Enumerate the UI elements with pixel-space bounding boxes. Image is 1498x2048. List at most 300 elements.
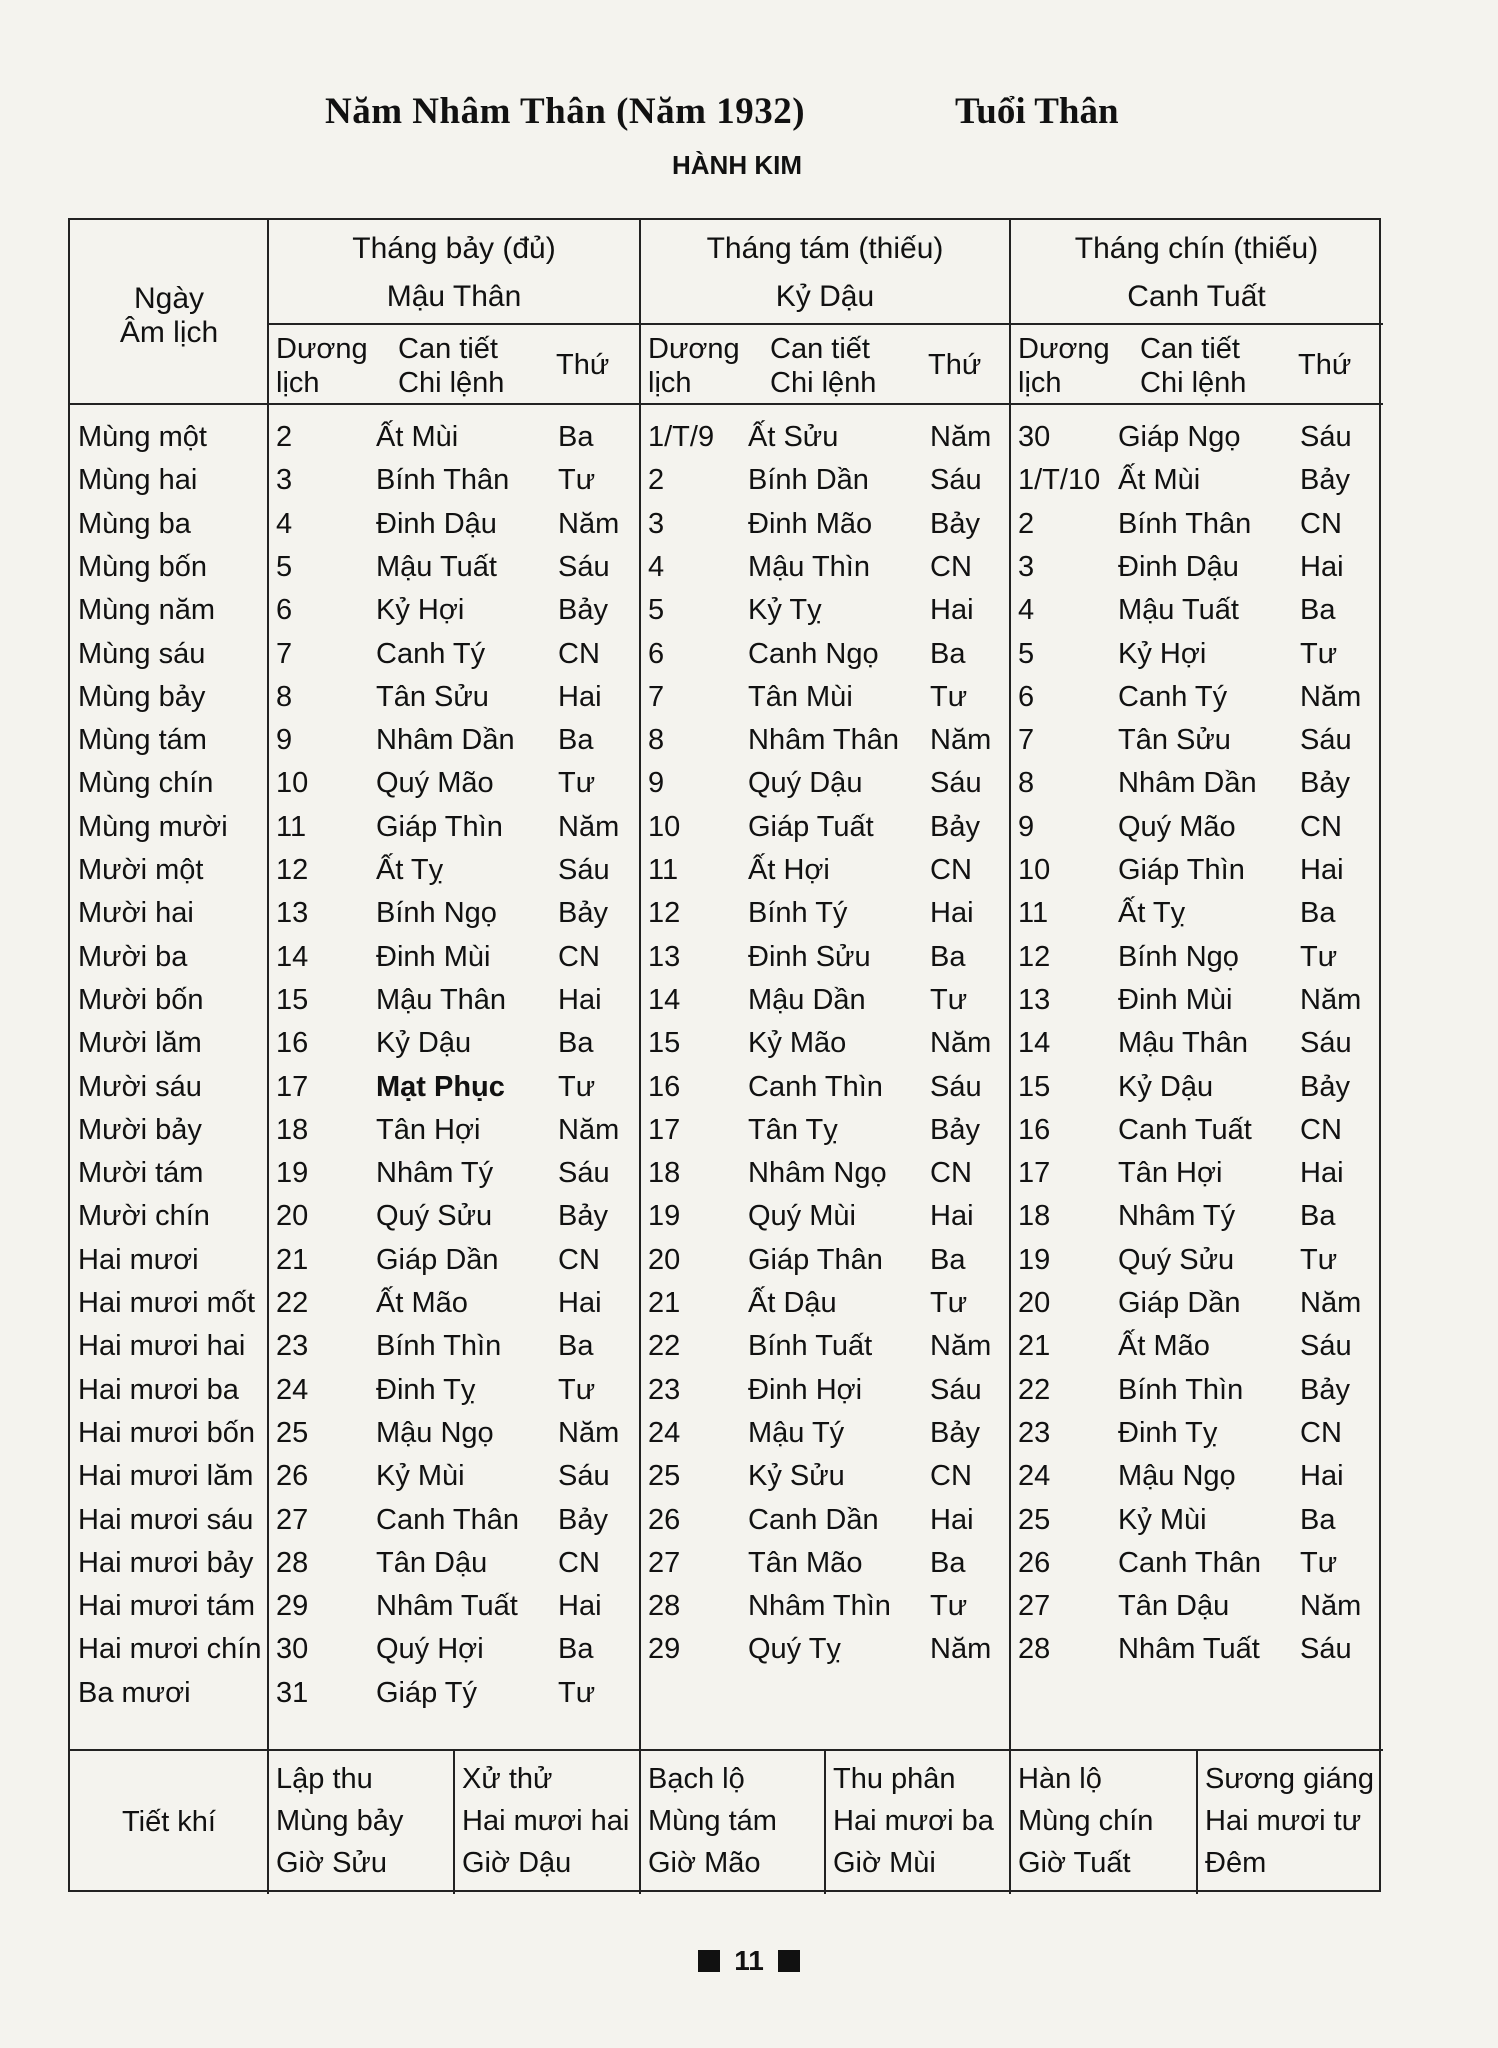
can-chi-cell: Mậu Thân <box>1118 1027 1249 1060</box>
can-chi-cell: Ất Dậu <box>748 1287 837 1319</box>
thu-cell: Bảy <box>1300 464 1350 497</box>
thu-cell: CN <box>930 854 972 886</box>
duong-lich-cell: 28 <box>1018 1633 1051 1666</box>
duong-lich-cell: 24 <box>1018 1460 1051 1493</box>
thu-cell: Tư <box>1300 637 1338 670</box>
can-chi-cell: Bính Thân <box>376 464 510 497</box>
can-chi-cell: Tân Tỵ <box>748 1113 838 1146</box>
thu-cell: Năm <box>930 1027 992 1060</box>
thu-cell: Ba <box>558 421 594 453</box>
lunar-day: Mười sáu <box>78 1070 202 1103</box>
thu-cell: Năm <box>930 1633 992 1666</box>
can-chi-cell: Bính Ngọ <box>1118 940 1239 973</box>
can-chi-cell: Nhâm Ngọ <box>748 1157 887 1190</box>
thu-cell: Hai <box>930 1503 974 1536</box>
thu-cell: Hai <box>1300 1460 1344 1493</box>
duong-lich-cell: 19 <box>648 1200 681 1233</box>
thu-cell: Năm <box>558 1113 620 1146</box>
thu-cell: Sáu <box>930 464 982 497</box>
calendar-table <box>68 218 1381 1892</box>
duong-lich-cell: 20 <box>1018 1287 1051 1319</box>
thu-cell: Hai <box>558 680 602 713</box>
duong-lich-cell: 23 <box>1018 1416 1051 1449</box>
thu-cell: Tư <box>558 1676 596 1709</box>
duong-lich-cell: 19 <box>276 1157 309 1190</box>
tiet-khi-cell: Mùng bảy <box>276 1805 404 1837</box>
can-chi-cell: Kỷ Hợi <box>1118 637 1207 670</box>
duong-lich-cell: 29 <box>648 1633 681 1666</box>
tiet-khi-cell: Giờ Tuất <box>1018 1847 1131 1879</box>
sub-header-thu: Thứ <box>556 349 610 381</box>
lunar-day: Mười lăm <box>78 1027 202 1060</box>
thu-cell: Hai <box>1300 854 1344 886</box>
thu-cell: CN <box>558 940 600 973</box>
grid-line <box>268 323 1383 325</box>
duong-lich-cell: 6 <box>1018 680 1035 713</box>
lunar-day: Mùng ba <box>78 507 191 540</box>
can-chi-cell: Đinh Dậu <box>1118 550 1239 583</box>
thu-cell: Ba <box>558 1027 594 1060</box>
duong-lich-cell: 10 <box>1018 854 1051 886</box>
lunar-day: Hai mươi lăm <box>78 1460 254 1493</box>
thu-cell: Tư <box>930 983 968 1016</box>
duong-lich-cell: 26 <box>276 1460 309 1493</box>
tiet-khi-cell: Lập thu <box>276 1763 373 1795</box>
duong-lich-cell: 21 <box>648 1287 681 1319</box>
thu-cell: Năm <box>1300 680 1362 713</box>
duong-lich-cell: 6 <box>276 594 293 627</box>
duong-lich-cell: 12 <box>648 897 681 930</box>
tiet-khi-cell: Đêm <box>1205 1847 1267 1879</box>
can-chi-cell: Bính Ngọ <box>376 897 497 930</box>
thu-cell: Hai <box>930 1200 974 1233</box>
can-chi-cell: Canh Thân <box>1118 1546 1261 1579</box>
duong-lich-cell: 8 <box>648 724 665 757</box>
can-chi-cell: Tân Hợi <box>376 1113 481 1146</box>
can-chi-cell: Canh Tuất <box>1118 1113 1252 1146</box>
duong-lich-cell: 14 <box>276 940 309 973</box>
grid-line <box>639 220 641 1894</box>
can-chi-cell: Ất Hợi <box>748 854 830 886</box>
lunar-day: Hai mươi bảy <box>78 1546 254 1579</box>
duong-lich-cell: 16 <box>1018 1113 1051 1146</box>
thu-cell: Bảy <box>1300 767 1350 800</box>
duong-lich-cell: 23 <box>276 1330 309 1363</box>
can-chi-cell: Kỷ Dậu <box>1118 1070 1214 1103</box>
tiet-khi-cell: Xử thử <box>462 1763 553 1795</box>
thu-cell: CN <box>1300 1416 1342 1449</box>
can-chi-cell: Đinh Dậu <box>376 507 497 540</box>
thu-cell: Sáu <box>930 767 982 800</box>
can-chi-cell: Bính Thìn <box>376 1330 502 1363</box>
duong-lich-cell: 27 <box>276 1503 309 1536</box>
duong-lich-cell: 7 <box>1018 724 1035 757</box>
tiet-khi-cell: Giờ Mùi <box>833 1847 936 1879</box>
thu-cell: Tư <box>1300 940 1338 973</box>
duong-lich-cell: 12 <box>1018 940 1051 973</box>
can-chi-cell: Kỷ Mùi <box>376 1460 465 1493</box>
can-chi-cell: Nhâm Tuất <box>1118 1633 1260 1666</box>
can-chi-cell: Nhâm Dần <box>376 724 515 757</box>
thu-cell: Sáu <box>1300 1330 1352 1363</box>
can-chi-cell: Đinh Sửu <box>748 940 871 973</box>
can-chi-cell: Mậu Ngọ <box>1118 1460 1236 1493</box>
thu-cell: Bảy <box>558 1200 608 1233</box>
month-name: Tháng bảy (đủ) <box>352 232 556 265</box>
thu-cell: Tư <box>558 464 596 497</box>
thu-cell: Ba <box>558 1633 594 1666</box>
duong-lich-cell: 18 <box>648 1157 681 1190</box>
lunar-day: Mùng bảy <box>78 680 206 713</box>
can-chi-cell: Quý Mão <box>1118 810 1236 843</box>
tiet-khi-cell: Mùng chín <box>1018 1805 1154 1837</box>
tuoi-title: Tuổi Thân <box>955 91 1119 132</box>
thu-cell: Ba <box>558 1330 594 1363</box>
square-ornament-icon <box>698 1950 720 1972</box>
thu-cell: Bảy <box>930 1416 980 1449</box>
thu-cell: Năm <box>1300 983 1362 1016</box>
duong-lich-cell: 23 <box>648 1373 681 1406</box>
sub-header-duong: Dương <box>276 333 368 365</box>
can-chi-cell: Ất Mão <box>1118 1330 1210 1363</box>
lunar-day: Mùng sáu <box>78 637 206 670</box>
thu-cell: CN <box>558 1546 600 1579</box>
can-chi-cell: Mậu Tuất <box>1118 594 1239 627</box>
duong-lich-cell: 14 <box>648 983 681 1016</box>
thu-cell: Bảy <box>930 507 980 540</box>
tiet-khi-cell: Hàn lộ <box>1018 1763 1102 1795</box>
duong-lich-cell: 18 <box>276 1113 309 1146</box>
month-canchi: Mậu Thân <box>386 280 522 313</box>
can-chi-cell: Kỷ Sửu <box>748 1460 845 1493</box>
can-chi-cell: Canh Tý <box>1118 680 1228 713</box>
duong-lich-cell: 15 <box>276 983 309 1016</box>
thu-cell: Sáu <box>930 1070 982 1103</box>
sub-header-duong: Dương <box>1018 333 1110 365</box>
thu-cell: Bảy <box>930 1113 980 1146</box>
sub-header-duong: lịch <box>276 367 320 399</box>
can-chi-cell: Đinh Tỵ <box>1118 1416 1218 1449</box>
col-ngay-label: Âm lịch <box>119 316 219 349</box>
duong-lich-cell: 25 <box>1018 1503 1051 1536</box>
thu-cell: Hai <box>1300 550 1344 583</box>
lunar-day: Hai mươi ba <box>78 1373 239 1406</box>
thu-cell: Tư <box>558 1070 596 1103</box>
can-chi-cell: Canh Ngọ <box>748 637 879 670</box>
duong-lich-cell: 5 <box>1018 637 1035 670</box>
can-chi-cell: Quý Mùi <box>748 1200 856 1233</box>
can-chi-cell: Đinh Tỵ <box>376 1373 476 1406</box>
lunar-day: Mùng mười <box>78 810 228 843</box>
duong-lich-cell: 24 <box>276 1373 309 1406</box>
lunar-day: Hai mươi bốn <box>78 1416 256 1449</box>
duong-lich-cell: 26 <box>1018 1546 1051 1579</box>
thu-cell: Tư <box>1300 1243 1338 1276</box>
can-chi-cell: Đinh Mùi <box>376 940 491 973</box>
can-chi-cell: Nhâm Dần <box>1118 767 1257 800</box>
thu-cell: Tư <box>930 1590 968 1623</box>
duong-lich-cell: 4 <box>276 507 293 540</box>
thu-cell: Sáu <box>558 1460 610 1493</box>
duong-lich-cell: 3 <box>648 507 665 540</box>
duong-lich-cell: 22 <box>648 1330 681 1363</box>
can-chi-cell: Mậu Thìn <box>748 550 870 583</box>
thu-cell: Sáu <box>558 1157 610 1190</box>
thu-cell: Hai <box>930 897 974 930</box>
thu-cell: Sáu <box>558 550 610 583</box>
thu-cell: Năm <box>930 421 992 453</box>
can-chi-cell: Ất Tỵ <box>1118 897 1186 930</box>
thu-cell: Ba <box>930 1243 966 1276</box>
duong-lich-cell: 13 <box>1018 983 1051 1016</box>
can-chi-cell: Tân Dậu <box>376 1546 488 1579</box>
duong-lich-cell: 16 <box>648 1070 681 1103</box>
duong-lich-cell: 3 <box>276 464 293 497</box>
thu-cell: Ba <box>930 940 966 973</box>
duong-lich-cell: 11 <box>648 854 679 886</box>
thu-cell: Bảy <box>1300 1070 1350 1103</box>
can-chi-cell: Tân Hợi <box>1118 1157 1223 1190</box>
lunar-day: Mười một <box>78 854 204 886</box>
lunar-day: Hai mươi chín <box>78 1633 262 1666</box>
thu-cell: Ba <box>1300 594 1336 627</box>
lunar-day: Hai mươi mốt <box>78 1287 256 1319</box>
can-chi-cell: Bính Dần <box>748 464 869 497</box>
month-canchi: Canh Tuất <box>1127 280 1266 313</box>
can-chi-cell: Ất Sửu <box>748 421 839 453</box>
duong-lich-cell: 5 <box>648 594 665 627</box>
sub-header-can: Chi lệnh <box>770 367 877 399</box>
can-chi-cell: Quý Mão <box>376 767 494 800</box>
month-name: Tháng tám (thiếu) <box>706 232 944 265</box>
duong-lich-cell: 28 <box>276 1546 309 1579</box>
duong-lich-cell: 22 <box>276 1287 309 1319</box>
can-chi-cell: Giáp Thìn <box>1118 854 1245 886</box>
grid-line <box>70 1749 1383 1751</box>
duong-lich-cell: 27 <box>648 1546 681 1579</box>
can-chi-cell: Nhâm Tý <box>1118 1200 1236 1233</box>
duong-lich-cell: 2 <box>1018 507 1035 540</box>
sub-header-can: Chi lệnh <box>1140 367 1247 399</box>
thu-cell: Hai <box>558 983 602 1016</box>
thu-cell: Sáu <box>1300 1027 1352 1060</box>
thu-cell: CN <box>1300 810 1342 843</box>
can-chi-cell: Ất Mùi <box>376 421 459 453</box>
duong-lich-cell: 11 <box>276 810 307 843</box>
tiet-khi-cell: Mùng tám <box>648 1805 777 1837</box>
can-chi-cell: Tân Sửu <box>376 680 489 713</box>
thu-cell: Năm <box>558 507 620 540</box>
duong-lich-cell: 9 <box>1018 810 1035 843</box>
can-chi-cell: Tân Sửu <box>1118 724 1231 757</box>
thu-cell: Sáu <box>1300 1633 1352 1666</box>
duong-lich-cell: 25 <box>276 1416 309 1449</box>
can-chi-cell: Quý Tỵ <box>748 1633 841 1666</box>
thu-cell: Năm <box>558 1416 620 1449</box>
can-chi-cell: Kỷ Hợi <box>376 594 465 627</box>
can-chi-cell: Bính Tuất <box>748 1330 873 1363</box>
page-footer <box>0 1945 1498 1977</box>
duong-lich-cell: 8 <box>276 680 293 713</box>
tiet-khi-cell: Sương giáng <box>1205 1763 1375 1795</box>
thu-cell: Hai <box>1300 1157 1344 1190</box>
can-chi-cell: Ất Mão <box>376 1287 468 1319</box>
thu-cell: Ba <box>930 1546 966 1579</box>
duong-lich-cell: 17 <box>648 1113 681 1146</box>
duong-lich-cell: 28 <box>648 1590 681 1623</box>
duong-lich-cell: 13 <box>276 897 309 930</box>
duong-lich-cell: 15 <box>648 1027 681 1060</box>
can-chi-cell: Giáp Dần <box>376 1243 499 1276</box>
can-chi-cell: Mậu Thân <box>376 983 507 1016</box>
duong-lich-cell: 10 <box>648 810 681 843</box>
thu-cell: Sáu <box>930 1373 982 1406</box>
thu-cell: Bảy <box>558 594 608 627</box>
can-chi-cell: Quý Sửu <box>376 1200 493 1233</box>
duong-lich-cell: 3 <box>1018 550 1035 583</box>
duong-lich-cell: 20 <box>648 1243 681 1276</box>
duong-lich-cell: 30 <box>1018 421 1051 453</box>
thu-cell: Hai <box>930 594 974 627</box>
can-chi-cell: Tân Mão <box>748 1546 863 1579</box>
lunar-day: Ba mươi <box>78 1676 191 1709</box>
lunar-day: Mười bốn <box>78 983 204 1016</box>
page-number: 11 <box>734 1945 764 1976</box>
duong-lich-cell: 13 <box>648 940 681 973</box>
tiet-khi-cell: Hai mươi ba <box>833 1805 994 1837</box>
lunar-day: Mùng tám <box>78 724 207 757</box>
duong-lich-cell: 15 <box>1018 1070 1051 1103</box>
thu-cell: Sáu <box>1300 421 1352 453</box>
can-chi-cell: Quý Hợi <box>376 1633 484 1666</box>
duong-lich-cell: 4 <box>648 550 665 583</box>
can-chi-cell: Mậu Ngọ <box>376 1416 494 1449</box>
sub-header-can: Chi lệnh <box>398 367 505 399</box>
can-chi-cell: Đinh Mão <box>748 507 873 540</box>
duong-lich-cell: 1/T/10 <box>1018 464 1101 497</box>
month-name: Tháng chín (thiếu) <box>1074 232 1319 265</box>
duong-lich-cell: 24 <box>648 1416 681 1449</box>
lunar-day: Hai mươi <box>78 1243 199 1276</box>
duong-lich-cell: 25 <box>648 1460 681 1493</box>
sub-header-duong: Dương <box>648 333 740 365</box>
can-chi-cell: Quý Sửu <box>1118 1243 1235 1276</box>
duong-lich-cell: 19 <box>1018 1243 1051 1276</box>
lunar-day: Hai mươi tám <box>78 1590 256 1623</box>
duong-lich-cell: 31 <box>276 1676 309 1709</box>
sub-header-thu: Thứ <box>928 349 982 381</box>
sub-header-can: Can tiết <box>770 333 870 365</box>
duong-lich-cell: 2 <box>276 421 293 453</box>
duong-lich-cell: 17 <box>1018 1157 1051 1190</box>
thu-cell: CN <box>1300 507 1342 540</box>
thu-cell: Năm <box>1300 1287 1362 1319</box>
duong-lich-cell: 9 <box>648 767 665 800</box>
thu-cell: Năm <box>930 724 992 757</box>
duong-lich-cell: 30 <box>276 1633 309 1666</box>
square-ornament-icon <box>778 1950 800 1972</box>
thu-cell: Tư <box>558 1373 596 1406</box>
thu-cell: CN <box>930 550 972 583</box>
tiet-khi-cell: Giờ Mão <box>648 1847 761 1879</box>
thu-cell: Bảy <box>930 810 980 843</box>
thu-cell: Ba <box>1300 1503 1336 1536</box>
tiet-khi-cell: Hai mươi hai <box>462 1805 630 1837</box>
thu-cell: Ba <box>930 637 966 670</box>
thu-cell: CN <box>930 1460 972 1493</box>
can-chi-cell: Giáp Tý <box>376 1676 478 1709</box>
tiet-khi-label: Tiết khí <box>121 1806 216 1838</box>
duong-lich-cell: 14 <box>1018 1027 1051 1060</box>
thu-cell: Tư <box>1300 1546 1338 1579</box>
can-chi-cell: Nhâm Tuất <box>376 1590 518 1623</box>
duong-lich-cell: 6 <box>648 637 665 670</box>
thu-cell: Tư <box>558 767 596 800</box>
tiet-khi-cell: Hai mươi tư <box>1205 1805 1362 1837</box>
can-chi-cell: Canh Thân <box>376 1503 519 1536</box>
duong-lich-cell: 2 <box>648 464 665 497</box>
col-ngay-label: Ngày <box>133 282 205 315</box>
can-chi-cell: Mạt Phục <box>376 1070 505 1103</box>
duong-lich-cell: 17 <box>276 1070 309 1103</box>
page-title: Năm Nhâm Thân (Năm 1932) <box>325 91 806 132</box>
can-chi-cell: Ất Mùi <box>1118 464 1201 497</box>
title-row <box>0 90 1498 146</box>
duong-lich-cell: 21 <box>276 1243 309 1276</box>
thu-cell: Ba <box>1300 897 1336 930</box>
can-chi-cell: Ất Tỵ <box>376 854 444 886</box>
can-chi-cell: Quý Dậu <box>748 767 863 800</box>
lunar-day: Mười hai <box>78 897 194 930</box>
can-chi-cell: Nhâm Thìn <box>748 1590 891 1623</box>
duong-lich-cell: 21 <box>1018 1330 1051 1363</box>
tiet-khi-cell: Thu phân <box>833 1763 956 1795</box>
thu-cell: CN <box>558 637 600 670</box>
can-chi-cell: Giáp Ngọ <box>1118 421 1241 453</box>
thu-cell: CN <box>930 1157 972 1190</box>
can-chi-cell: Bính Thìn <box>1118 1373 1244 1406</box>
can-chi-cell: Kỷ Tỵ <box>748 594 822 627</box>
lunar-day: Mùng một <box>78 421 207 453</box>
can-chi-cell: Tân Dậu <box>1118 1590 1230 1623</box>
can-chi-cell: Mậu Dần <box>748 983 866 1016</box>
duong-lich-cell: 22 <box>1018 1373 1051 1406</box>
thu-cell: Năm <box>1300 1590 1362 1623</box>
lunar-day: Mười tám <box>78 1157 204 1190</box>
grid-line <box>70 403 1383 405</box>
duong-lich-cell: 26 <box>648 1503 681 1536</box>
lunar-day: Mùng bốn <box>78 550 207 583</box>
can-chi-cell: Mậu Tuất <box>376 550 497 583</box>
duong-lich-cell: 9 <box>276 724 293 757</box>
duong-lich-cell: 4 <box>1018 594 1035 627</box>
can-chi-cell: Kỷ Dậu <box>376 1027 472 1060</box>
lunar-day: Mùng năm <box>78 594 216 627</box>
duong-lich-cell: 5 <box>276 550 293 583</box>
can-chi-cell: Đinh Hợi <box>748 1373 863 1406</box>
lunar-day: Hai mươi hai <box>78 1330 246 1363</box>
can-chi-cell: Kỷ Mùi <box>1118 1503 1207 1536</box>
thu-cell: Năm <box>930 1330 992 1363</box>
hanh-title: HÀNH KIM <box>672 150 802 180</box>
month-canchi: Kỷ Dậu <box>775 280 875 313</box>
can-chi-cell: Canh Dần <box>748 1503 879 1536</box>
can-chi-cell: Giáp Dần <box>1118 1287 1241 1319</box>
can-chi-cell: Bính Thân <box>1118 507 1252 540</box>
sub-header-thu: Thứ <box>1298 349 1352 381</box>
duong-lich-cell: 7 <box>648 680 665 713</box>
duong-lich-cell: 18 <box>1018 1200 1051 1233</box>
